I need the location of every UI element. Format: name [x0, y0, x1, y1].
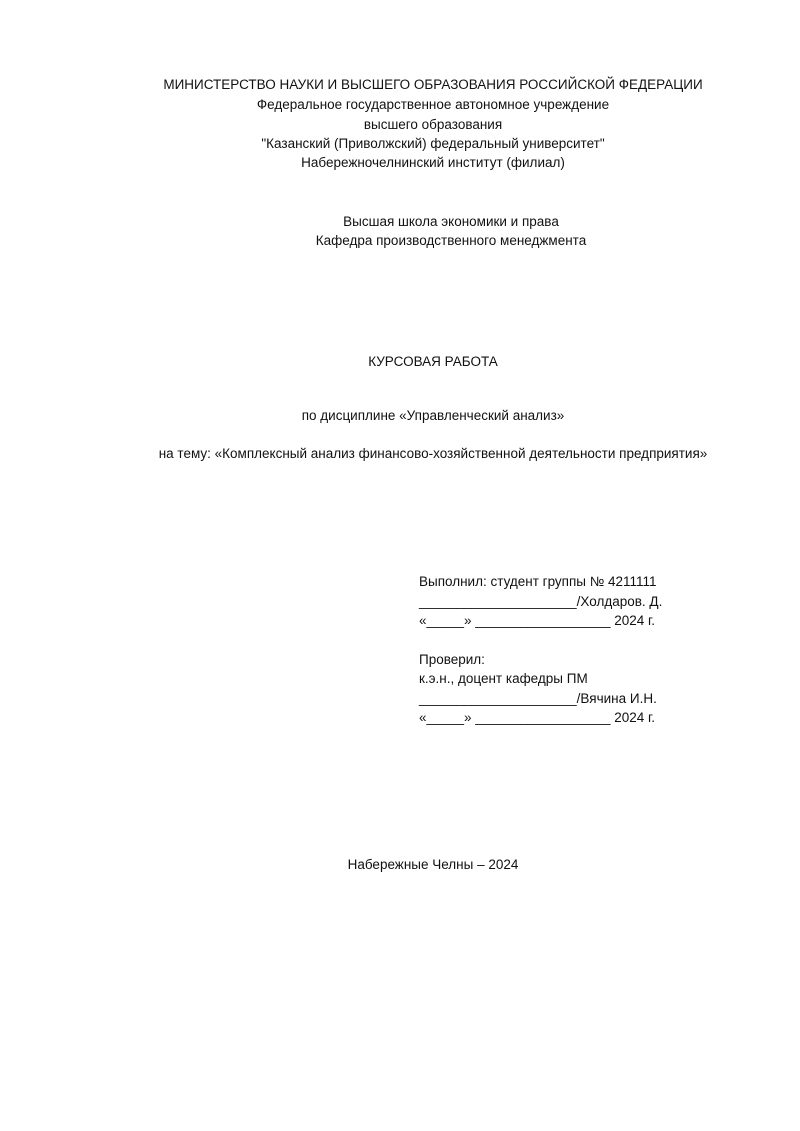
institution-line-2: высшего образования [363, 117, 503, 132]
discipline-line: по дисциплине «Управленческий анализ» [301, 408, 565, 423]
ministry-heading: МИНИСТЕРСТВО НАУКИ И ВЫСШЕГО ОБРАЗОВАНИЯ РОССИЙСКОЙ ФЕДЕРАЦИИ [163, 77, 703, 92]
school-name: Высшая школа экономики и права [343, 214, 559, 229]
branch-name: Набережночелнинский институт (филиал) [301, 155, 565, 170]
chair-name: Кафедра производственного менеджмента [315, 233, 587, 248]
university-name: "Казанский (Приволжский) федеральный университет" [261, 136, 605, 151]
reviewer-signature-line: _____________________/Вячина И.Н. [419, 691, 657, 706]
reviewer-date-line: «_____» __________________ 2024 г. [419, 710, 656, 725]
author-performed-by: Выполнил: студент группы № 4211111 [419, 574, 657, 589]
topic-line: на тему: «Комплексный анализ финансово-хозяйственной деятельности предприятия» [158, 446, 708, 461]
institution-line-1: Федеральное государственное автономное учреждение [256, 97, 610, 112]
city-year: Набережные Челны – 2024 [347, 857, 519, 872]
reviewer-position: к.э.н., доцент кафедры ПМ [419, 671, 588, 686]
work-type-title: КУРСОВАЯ РАБОТА [368, 354, 498, 369]
author-date-line: «_____» __________________ 2024 г. [419, 613, 656, 628]
author-signature-line: _____________________/Холдаров. Д. [419, 594, 663, 609]
reviewer-label: Проверил: [419, 652, 485, 667]
